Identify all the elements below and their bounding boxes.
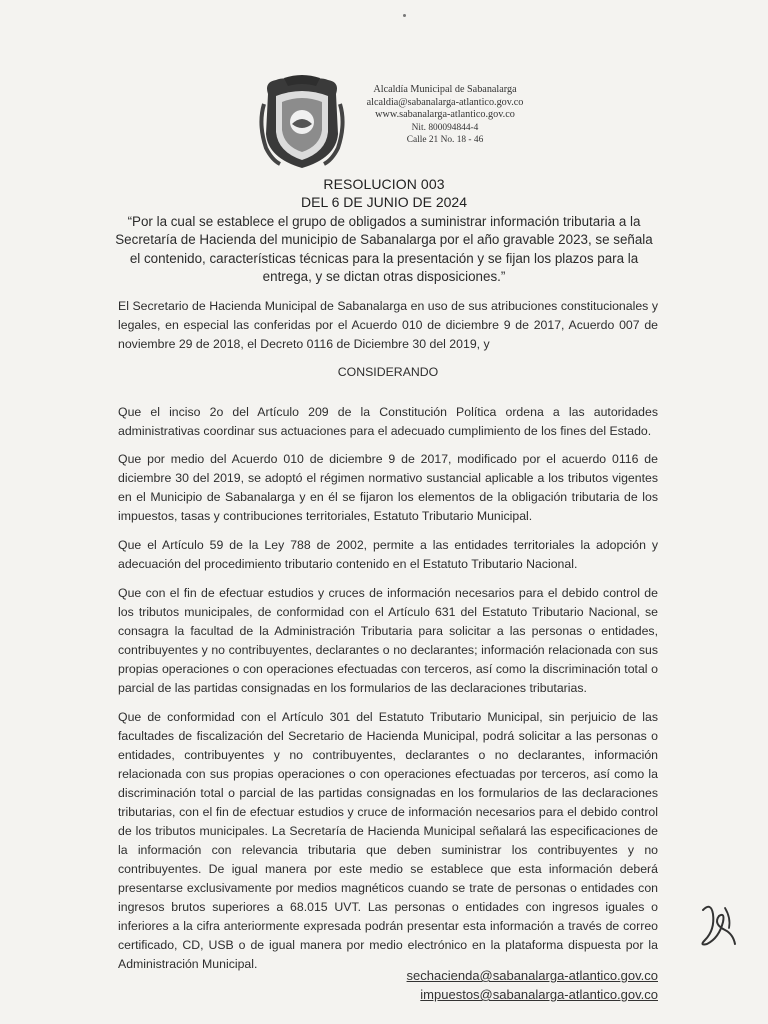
municipality-website[interactable]: www.sabanalarga-atlantico.gov.co [375, 109, 515, 121]
coat-of-arms-icon [258, 74, 346, 170]
considerando-paragraph: Que por medio del Acuerdo 010 de diciembre 9 de 2017, modificado por el acuerdo 0116 de diciembre 30 del 2019, se adoptó el régimen normativo sustancial aplicable a los tributos vigentes en el Municipio de Sabanalarga y en él se fijaron los elementos de la obligación tributaria de los impuestos, tasas y contribuciones territoriales, Estatuto Tributario Municipal. [118, 452, 658, 523]
footer-email-hacienda[interactable]: sechacienda@sabanalarga-atlantico.gov.co [406, 968, 658, 983]
scan-speck [403, 14, 406, 17]
municipality-name: Alcaldía Municipal de Sabanalarga [373, 84, 517, 95]
considerando-paragraph: Que de conformidad con el Artículo 301 del Estatuto Tributario Municipal, sin perjuicio de las facultades de fiscalización del Secretario de Hacienda Municipal, podrá solicitar a las personas o entidades, contribuyentes y no contribuyentes, declarantes o no declarantes, información relacionada con sus propias operaciones o con operaciones efectuadas por terceros, así como la discriminación total o parcial de las partidas consignadas en los formularios de las declaraciones tributarias, con el fin de efectuar estudios y cruce de información necesarios para el debido control de los tributos municipales. La Secretaría de Hacienda Municipal señalará las especificaciones de la información con relevancia tributaria que deben suministrar los contribuyentes y no contribuyentes. De igual manera por este medio se establece que esta información deberá presentarse exclusivamente por medios magnéticos cuando se trate de personas o entidades con ingresos brutos superiores a 68.015 UVT. Las personas o entidades con ingresos iguales o inferiores a la cifra anteriormente expresada podrán presentar esta información a través de correo certificado, CD, USB o de igual manera por medio electrónico en la plataforma dispuesta por la Administración Municipal. [118, 710, 658, 971]
municipality-nit: Nit. 800094844-4 [411, 122, 479, 133]
resolution-subject: “Por la cual se establece el grupo de obligados a suministrar información tributaria a la Secretaría de Hacienda del municipio de Sabanalarga por el año gravable 2023, se señala el contenido, características técnicas para la presentación y se fijan los plazos para la entrega, y se dictan otras disposiciones.” [115, 214, 653, 284]
considerando-paragraph: Que con el fin de efectuar estudios y cruces de información necesarios para el debido control de los tributos municipales, de conformidad con el Artículo 631 del Estatuto Tributario Nacional, se consagra la facultad de la Administración Tributaria para solicitar a las personas o entidades, contribuyentes y no contribuyentes, declarantes o no declarantes; información relacionada con sus propias operaciones o con operaciones efectuadas con terceros, así como la discriminación total o parcial de las partidas consignadas en los formularios de las declaraciones tributarias. [118, 586, 658, 695]
municipality-email[interactable]: alcaldia@sabanalarga-atlantico.gov.co [366, 96, 524, 108]
considerando-heading: CONSIDERANDO [337, 365, 439, 379]
considerando-paragraph: Que el Artículo 59 de la Ley 788 de 2002, permite a las entidades territoriales la adopción y adecuación del procedimiento tributario contenido en el Estatuto Tributario Nacional. [118, 538, 658, 571]
footer-contacts [360, 966, 658, 1004]
footer-email-impuestos[interactable]: impuestos@sabanalarga-atlantico.gov.co [420, 987, 658, 1002]
resolution-header [110, 175, 658, 286]
municipality-address: Calle 21 No. 18 - 46 [406, 135, 484, 146]
considerando-paragraph: Que el inciso 2o del Artículo 209 de la Constitución Política ordena a las autoridades administrativas coordinar sus actuaciones para el adecuado cumplimiento de los fines del Estado. [118, 405, 658, 438]
letterhead [258, 74, 558, 174]
resolution-date: DEL 6 DE JUNIO DE 2024 [301, 194, 467, 210]
letterhead-text [350, 84, 540, 147]
resolution-title: RESOLUCION 003 [323, 176, 445, 192]
preamble-paragraph: El Secretario de Hacienda Municipal de Sabanalarga en uso de sus atribuciones constitucionales y legales, en especial las conferidas por el Acuerdo 010 de diciembre 9 de 2017, Acuerdo 007 de noviembre 29 de 2018, el Decreto 0116 de Diciembre 30 del 2019, y [118, 299, 658, 351]
signature-initials [695, 900, 741, 950]
